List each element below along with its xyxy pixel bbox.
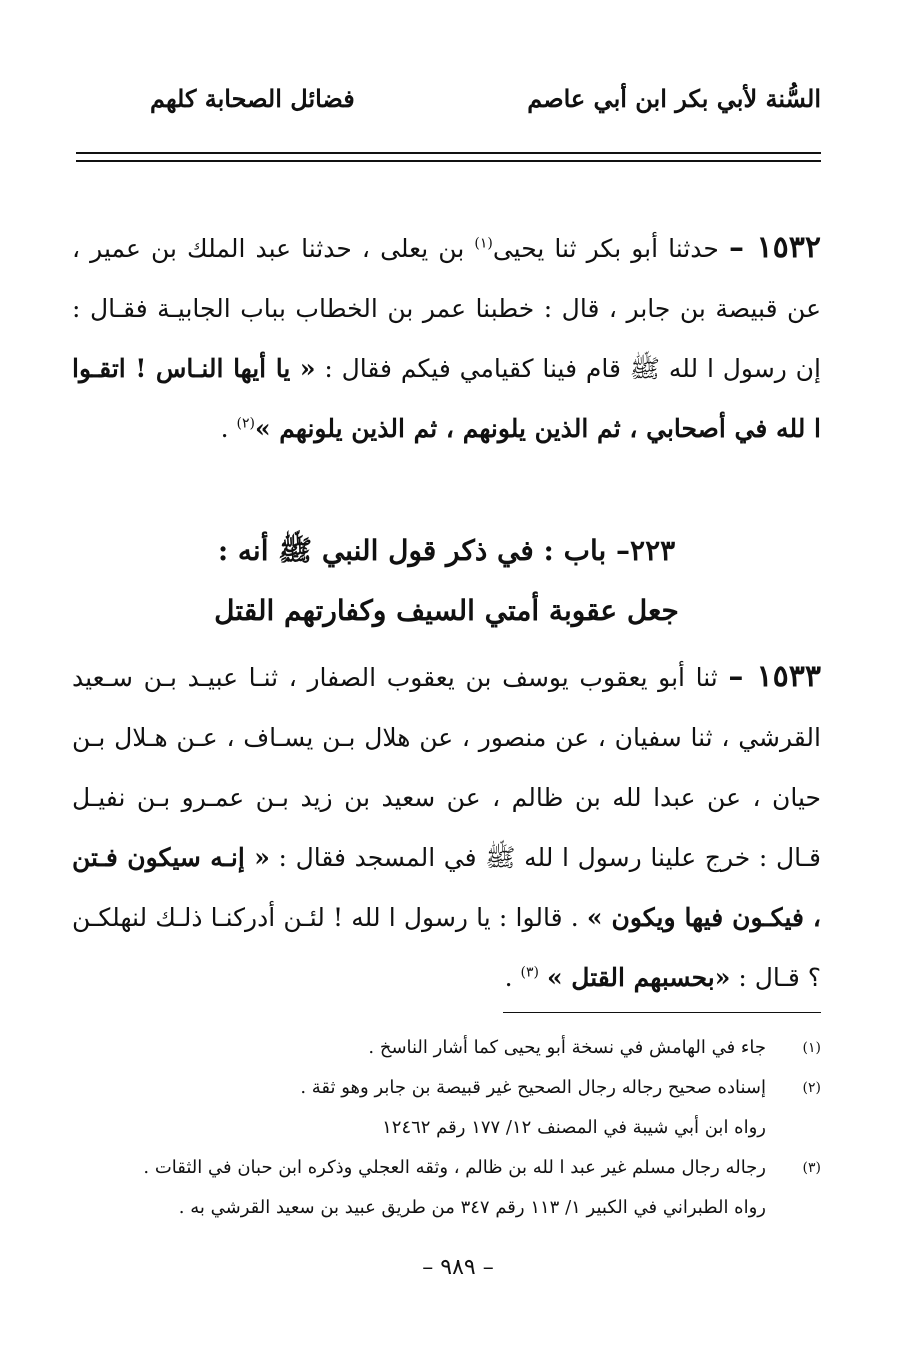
chapter-heading-line2: جعل عقوبة أمتي السيف وكفارتهم القتل: [214, 594, 679, 627]
running-header: [150, 78, 821, 118]
footnote-text: رجاله رجال مسلم غير عبد ا لله بن ظالم ، وثقه العجلي وذكره ابن حبان في الثقات .: [143, 1157, 766, 1178]
footnote: [95, 1068, 821, 1108]
footnote: [95, 1028, 821, 1068]
footnote-text: إسناده صحيح رجاله رجال الصحيح غير قبيصة بن جابر وهو ثقة .: [300, 1077, 766, 1098]
section-title: فضائل الصحابة كلهم: [150, 83, 355, 113]
hadith-text: . قالوا : يا رسول ا لله ! لئـن أدركنـا ذلـك لنهلكـن ؟ قـال :: [72, 903, 821, 992]
hadith-end: .: [220, 414, 229, 443]
hadith-number: ١٥٣٢ –: [728, 230, 821, 265]
footnote-mark: (١): [802, 1040, 821, 1056]
footnote-ref: (٣): [520, 964, 539, 981]
hadith-text: بن يعلى ، حدثنا عبد الملك بن عمير ، عن قبيصة بن جابر ، قال : خطبنا عمر بن الخطاب بباب الجابيـة فقـال : إن رسول ا لله ﷺ قام فينا كقيامي فيكم فقال :: [72, 234, 821, 383]
footnote-separator: [503, 1012, 821, 1013]
hadith-quote: «بحسبهم القتل »: [546, 963, 731, 992]
hadith-text: حدثنا أبو بكر ثنا يحيى: [492, 234, 719, 263]
footnote: [95, 1148, 821, 1188]
hadith-number: ١٥٣٣ –: [728, 659, 821, 694]
hadith-quote: « إنـه سيكون فـتن ، فيكـون فيها ويكون »: [72, 843, 821, 932]
footnote-ref: (٢): [236, 415, 255, 432]
footnote-text: جاء في الهامش في نسخة أبو يحيى كما أشار الناسخ .: [368, 1037, 766, 1058]
footnote-mark: (٣): [802, 1160, 821, 1176]
hadith-end: .: [504, 963, 513, 992]
page-number: – ٩٨٩ –: [422, 1255, 494, 1280]
header-rule-bottom: [76, 160, 821, 162]
hadith-1532: [72, 218, 821, 459]
footnote-text: رواه الطبراني في الكبير ١/ ١١٣ رقم ٣٤٧ من طريق عبيد بن سعيد القرشي به .: [178, 1197, 766, 1218]
footnote-ref: (١): [474, 235, 493, 252]
hadith-1533: [72, 647, 821, 1008]
hadith-quote: « يا أيها النـاس ! اتقـوا ا لله في أصحابي ، ثم الذين يلونهم ، ثم الذين يلونهم »: [72, 354, 821, 443]
hadith-text: ثنا أبو يعقوب يوسف بن يعقوب الصفار ، ثنـا عبيـد بـن سـعيد القرشي ، ثنا سفيان ، عن منصور ، عن هلال بـن يسـاف ، عـن هـلال بـن حيان ، عن عبدا لله بن ظالم ، عن سعيد بن زيد بـن عمـرو بـن نفيـل قـال : خرج علينا رسول ا لله ﷺ في المسجد فقال :: [72, 663, 822, 872]
book-title: السُّنة لأبي بكر ابن أبي عاصم: [527, 83, 821, 113]
chapter-heading-line1: ٢٢٣– باب : في ذكر قول النبي ﷺ أنه :: [217, 534, 676, 567]
header-rule-top: [76, 152, 821, 154]
footnote-text: رواه ابن أبي شيبة في المصنف ١٢/ ١٧٧ رقم ١٢٤٦٢: [382, 1117, 766, 1138]
footnote-mark: (٢): [802, 1080, 821, 1096]
footnotes: [95, 1028, 821, 1228]
